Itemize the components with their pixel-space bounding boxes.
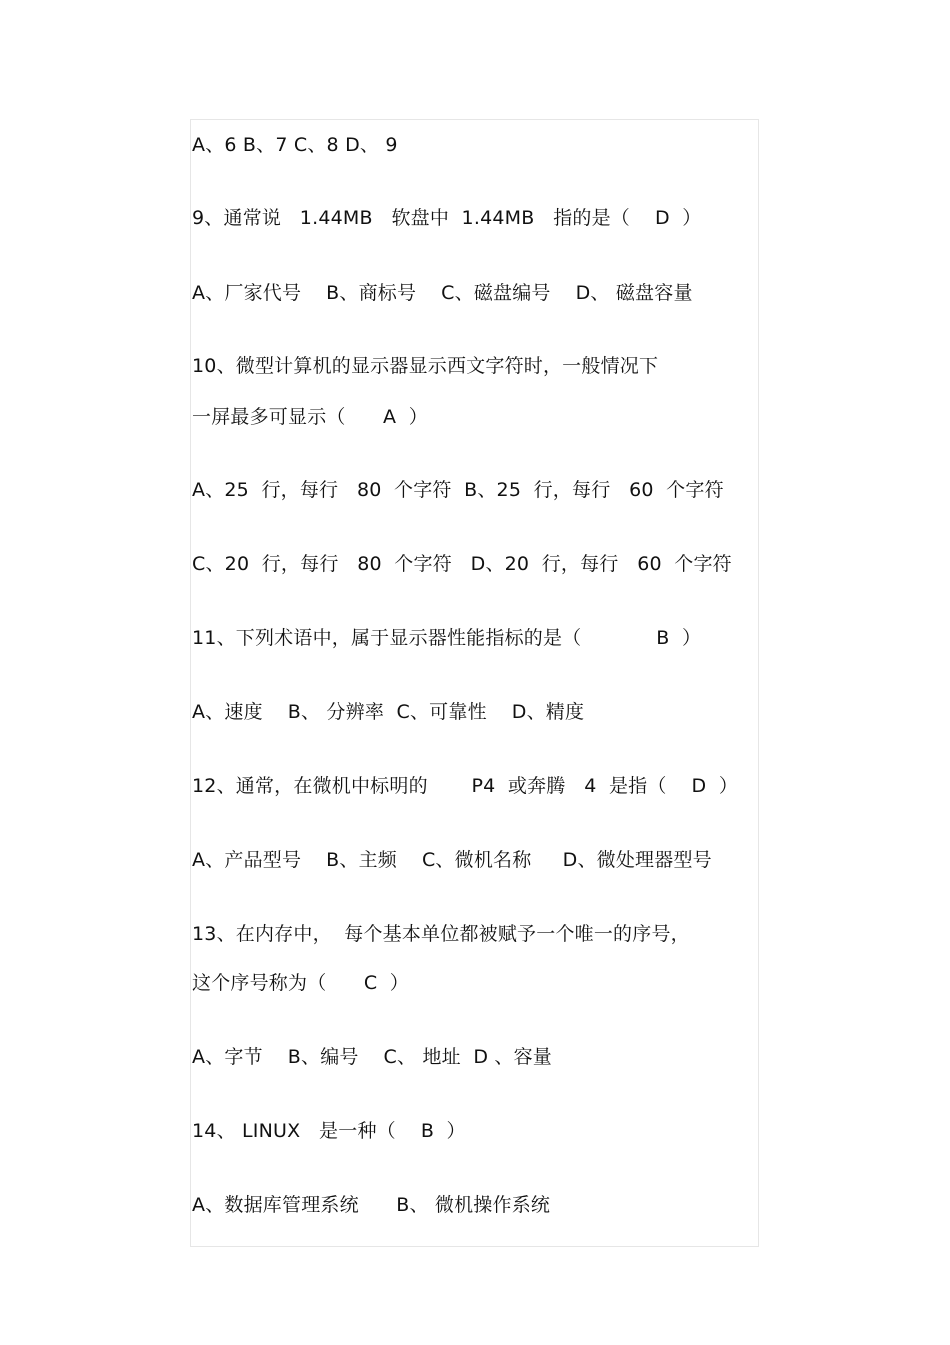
q8-options: A、6 B、7 C、8 D、 9	[192, 134, 398, 156]
q13-options: A、字节 B、编号 C、 地址 D 、容量	[192, 1046, 553, 1068]
q12-options: A、产品型号 B、主频 C、微机名称 D、微处理器型号	[192, 849, 712, 871]
q14-options: A、数据库管理系统 B、 微机操作系统	[192, 1194, 551, 1216]
q11-options: A、速度 B、 分辨率 C、可靠性 D、精度	[192, 701, 585, 723]
q11-question: 11、下列术语中，属于显示器性能指标的是（ B ）	[192, 627, 702, 649]
q10-options-ab: A、25 行，每行 80 个字符 B、25 行，每行 60 个字符	[192, 479, 724, 501]
q9-options: A、厂家代号 B、商标号 C、磁盘编号 D、 磁盘容量	[192, 282, 693, 304]
q14-question: 14、 LINUX 是一种（ B ）	[192, 1120, 466, 1142]
q10-question-line2: 一屏最多可显示（ A ）	[192, 406, 428, 428]
q12-question: 12、通常，在微机中标明的 P4 或奔腾 4 是指（ D ）	[192, 775, 739, 797]
q10-options-cd: C、20 行，每行 80 个字符 D、20 行，每行 60 个字符	[192, 553, 732, 575]
q13-question-line2: 这个序号称为（ C ）	[192, 972, 409, 994]
q10-question-line1: 10、微型计算机的显示器显示西文字符时，一般情况下	[192, 355, 659, 377]
q9-question: 9、通常说 1.44MB 软盘中 1.44MB 指的是（ D ）	[192, 207, 702, 229]
q13-question-line1: 13、在内存中， 每个基本单位都被赋予一个唯一的序号，	[192, 923, 690, 945]
